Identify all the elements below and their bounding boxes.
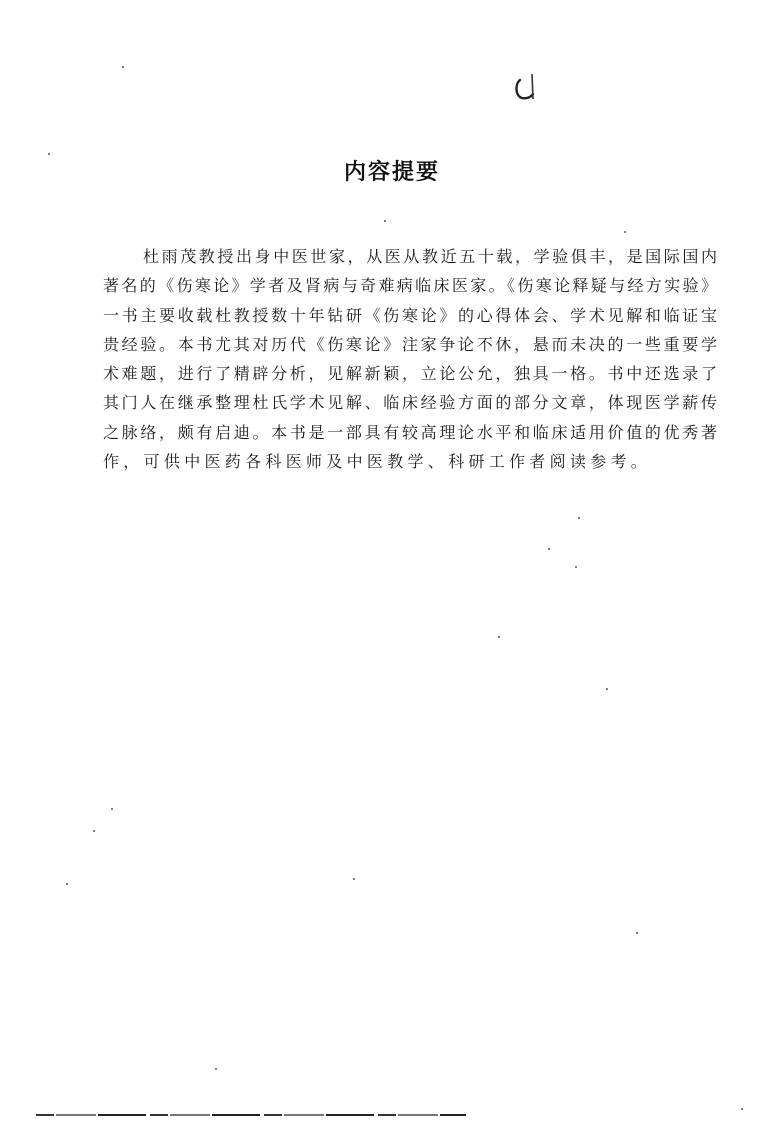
summary-line: 杜雨茂教授出身中医世家，从医从教近五十载，学验俱丰，是国际国内 — [143, 247, 717, 266]
summary-line: 其门人在继承整理杜氏学术见解、临床经验方面的部分文章，体现医学薪传 — [103, 393, 717, 413]
scan-speck — [122, 66, 124, 68]
summary-line: 一书主要收载杜教授数十年钻研《伤寒论》的心得体会、学术见解和临证宝 — [103, 305, 717, 325]
summary-line: 作，可供中医药各科医师及中医教学、科研工作者阅读参考。 — [103, 452, 652, 472]
scan-speck — [66, 883, 68, 885]
scan-speck — [548, 548, 550, 550]
summary-line: 术难题，进行了精辟分析，见解新颖，立论公允，独具一格。书中还选录了 — [103, 364, 717, 384]
scan-speck — [111, 808, 113, 810]
summary-paragraph — [103, 242, 717, 476]
scan-speck — [215, 1068, 217, 1070]
handwritten-mark-icon — [512, 72, 538, 102]
scan-speck — [575, 566, 577, 568]
scan-speck — [624, 231, 626, 233]
page-title: 内容提要 — [343, 160, 440, 185]
scan-speck — [636, 932, 638, 934]
scan-speck — [498, 636, 500, 638]
scan-speck — [93, 830, 95, 832]
summary-line: 之脉络，颇有启迪。本书是一部具有较高理论水平和临床适用价值的优秀著 — [103, 422, 717, 442]
summary-line: 著名的《伤寒论》学者及肾病与奇难病临床医家。《伤寒论释疑与经方实验》 — [103, 276, 717, 296]
scan-speck — [384, 220, 386, 222]
scan-speck — [353, 878, 355, 880]
summary-line: 贵经验。本书尤其对历代《伤寒论》注家争论不休，悬而未决的一些重要学 — [103, 334, 717, 354]
scan-speck — [741, 1108, 743, 1110]
scan-speck — [578, 517, 580, 519]
scan-edge-rule — [36, 1114, 466, 1116]
scan-speck — [48, 153, 50, 155]
scan-speck — [606, 688, 608, 690]
